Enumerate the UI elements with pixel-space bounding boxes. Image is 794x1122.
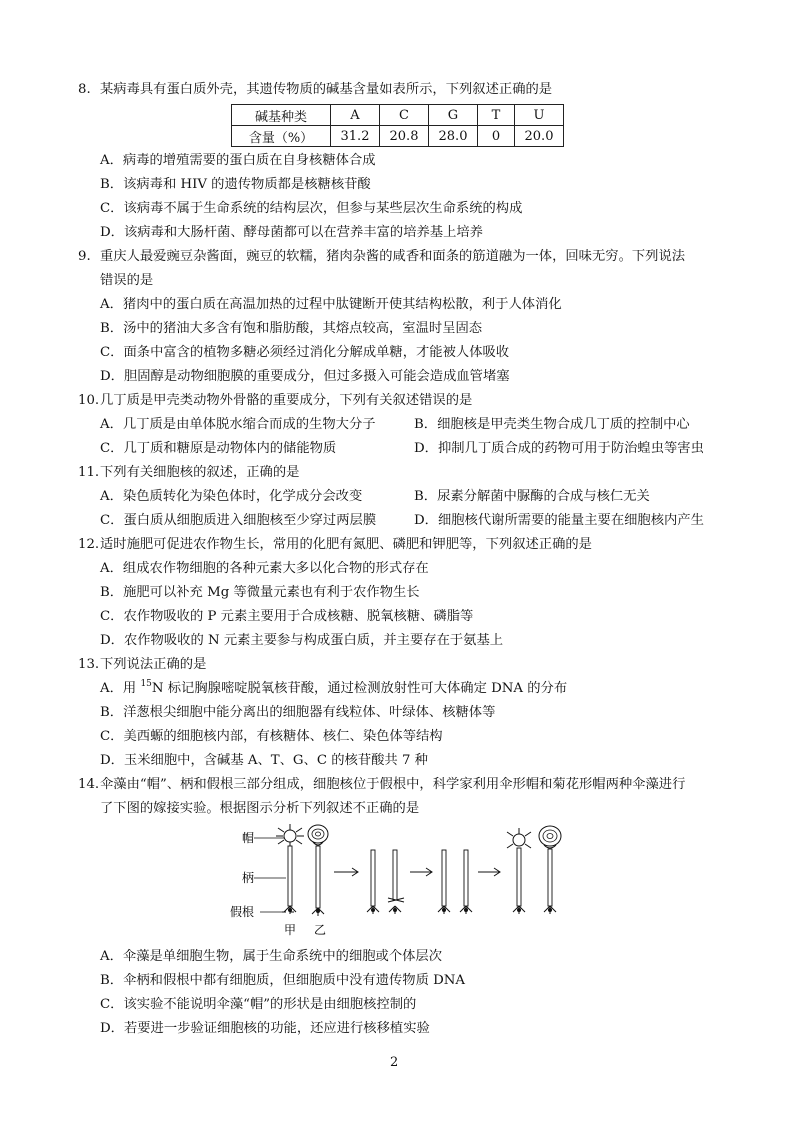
question-number: 12. [78,537,100,552]
table-row [232,126,564,147]
question-stem: 某病毒具有蛋白质外壳，其遗传物质的碱基含量如表所示，下列叙述正确的是 [100,82,553,97]
arrow-icon [410,868,432,876]
question-8 [78,80,728,100]
table-cell: 20.0 [515,126,564,147]
question-number: 14. [78,777,100,792]
question-stem: 重庆人最爱豌豆杂酱面，豌豆的软糯，猪肉杂酱的咸香和面条的筋道融为一体，回味无穷。下列说法 [100,249,686,264]
acetabularia-grafting-diagram [228,822,588,942]
isotope-mass-number: 15 [140,679,152,689]
question-stem: 伞藻由“帽”、柄和假根三部分组成，细胞核位于假根中，科学家利用伞形帽和菊花形帽两种伞藻进行 [100,777,686,792]
table-cell: U [515,105,564,126]
option-b: B．洋葱根尖细胞中能分离出的细胞器有线粒体、叶绿体、核糖体等 [100,705,496,720]
question-stem-continued: 了下图的嫁接实验。根据图示分析下列叙述不正确的是 [100,801,420,816]
option-a: A．猪肉中的蛋白质在高温加热的过程中肽键断开使其结构松散，利于人体消化 [100,297,562,312]
table-cell: 31.2 [331,126,380,147]
question-number: 11. [78,465,100,480]
option-a-text: N 标记胸腺嘧啶脱氧核苷酸，通过检测放射性可大体确定 DNA 的分布 [151,681,568,696]
option-d: D．胆固醇是动物细胞膜的重要成分，但过多摄入可能会造成血管堵塞 [100,369,510,384]
option-c: C．该病毒不属于生命系统的结构层次，但参与某些层次生命系统的构成 [100,201,523,216]
option-b: B．该病毒和 HIV 的遗传物质都是核糖核苷酸 [100,177,371,192]
stage-caps-removed [367,850,404,914]
table-cell: 含量（%） [232,126,331,147]
label-yi: 乙 [314,923,327,937]
question-stem: 下列说法正确的是 [100,657,207,672]
arrow-icon [478,868,500,876]
question-stem: 适时施肥可促进农作物生长，常用的化肥有氮肥、磷肥和钾肥等，下列叙述正确的是 [100,537,592,552]
option-a: A．染色质转化为染色体时，化学成分会改变 [100,489,363,504]
table-cell: A [331,105,380,126]
label-stalk: 柄 [242,871,255,885]
label-cap: 帽 [242,831,255,845]
organism-jia [276,824,304,914]
option-b: B．尿素分解菌中脲酶的合成与核仁无关 [414,489,650,504]
option-c: C．该实验不能说明伞藻“帽”的形状是由细胞核控制的 [100,997,417,1012]
option-d: D．该病毒和大肠杆菌、酵母菌都可以在营养丰富的培养基上培养 [100,225,483,240]
option-b: B．伞柄和假根中都有细胞质，但细胞质中没有遗传物质 DNA [100,973,466,988]
table-cell: 20.8 [380,126,429,147]
arrow-icon [334,868,358,876]
table-header-row [232,105,564,126]
question-stem: 几丁质是甲壳类动物外骨骼的重要成分，下列有关叙述错误的是 [100,393,473,408]
option-c: C．蛋白质从细胞质进入细胞核至少穿过两层膜 [100,513,377,528]
table-cell: G [429,105,478,126]
page-number: 2 [390,1055,399,1070]
stage-regenerated [507,826,561,914]
option-d: D．玉米细胞中，含碱基 A、T、G、C 的核苷酸共 7 种 [100,753,428,768]
question-12 [78,535,728,555]
option-c: C．几丁质和糖原是动物体内的储能物质 [100,441,337,456]
option-a: A．伞藻是单细胞生物，属于生命系统中的细胞或个体层次 [100,949,443,964]
table-cell: T [478,105,515,126]
question-number: 10. [78,393,100,408]
stage-grafted [438,850,472,914]
option-a: A．几丁质是由单体脱水缩合而成的生物大分子 [100,417,376,432]
question-14 [78,775,728,795]
question-13 [78,655,728,675]
option-a [100,679,567,699]
question-stem: 下列有关细胞核的叙述，正确的是 [100,465,300,480]
table-cell: 0 [478,126,515,147]
table-cell: 碱基种类 [232,105,331,126]
option-d: D．细胞核代谢所需要的能量主要在细胞核内产生 [414,513,704,528]
option-a: A．组成农作物细胞的各种元素大多以化合物的形式存在 [100,561,429,576]
question-stem-continued: 错误的是 [100,273,154,288]
option-d: D．农作物吸收的 N 元素主要参与构成蛋白质，并主要存在于氨基上 [100,633,504,648]
option-a-prefix: A．用 [100,681,141,696]
question-number: 13. [78,657,100,672]
option-b: B．细胞核是甲壳类生物合成几丁质的控制中心 [414,417,690,432]
label-rhizoid: 假根 [230,905,255,919]
option-c: C．面条中富含的植物多糖必须经过消化分解成单糖，才能被人体吸收 [100,345,510,360]
question-number: 8. [78,82,91,97]
question-number: 9. [78,249,91,264]
option-a: A．病毒的增殖需要的蛋白质在自身核糖体合成 [100,153,376,168]
option-b: B．施肥可以补充 Mg 等微量元素也有利于农作物生长 [100,585,420,600]
label-jia: 甲 [284,923,297,937]
option-b: B．汤中的猪油大多含有饱和脂肪酸，其熔点较高，室温时呈固态 [100,321,483,336]
option-c: C．农作物吸收的 P 元素主要用于合成核糖、脱氧核糖、磷脂等 [100,609,474,624]
organism-yi [308,825,328,916]
option-c: C．美西螈的细胞核内部，有核糖体、核仁、染色体等结构 [100,729,443,744]
question-10 [78,391,728,411]
base-content-table [231,104,564,147]
question-9 [78,247,728,267]
table-cell: C [380,105,429,126]
option-d: D．抑制几丁质合成的药物可用于防治蝗虫等害虫 [414,441,704,456]
table-cell: 28.0 [429,126,478,147]
question-11 [78,463,728,483]
option-d: D．若要进一步验证细胞核的功能，还应进行核移植实验 [100,1021,430,1036]
